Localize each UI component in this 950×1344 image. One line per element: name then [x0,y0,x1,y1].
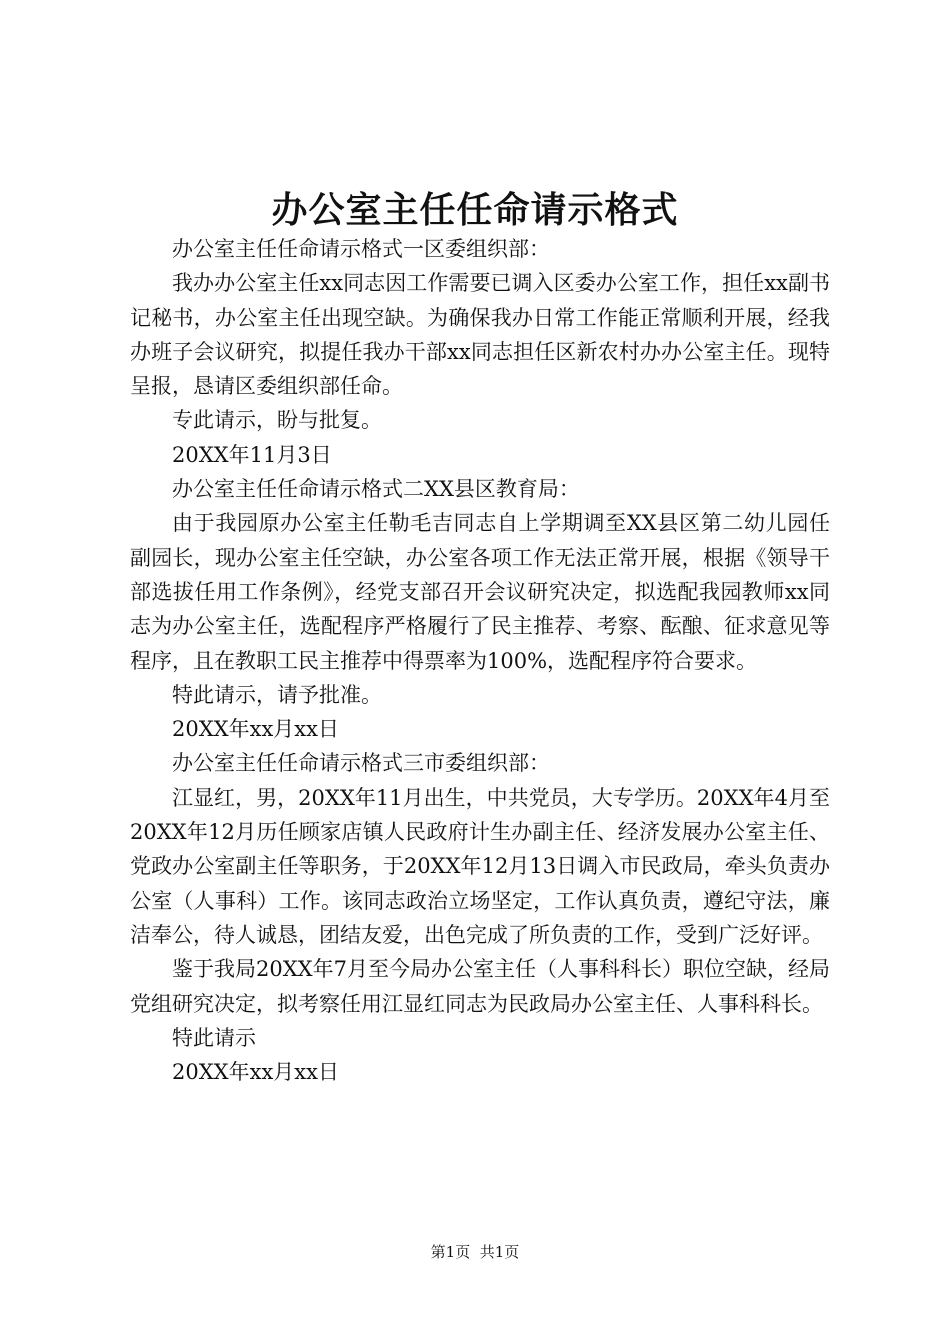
page-number: 第1页 [430,1243,471,1261]
page-total: 共1页 [479,1243,520,1261]
paragraph: 江显红，男，20XX年11月出生，中共党员，大专学历。20XX年4月至20XX年12月历任顾家店镇人民政府计生办副主任、经济发展办公室主任、党政办公室副主任等职务，于20XX年12月13日调入市民政局，牵头负责办公室（人事科）工作。该同志政治立场坚定，工作认真负责，遵纪守法，廉洁奉公，待人诚恳，团结友爱，出色完成了所负责的工作，受到广泛好评。 [130,785,830,947]
paragraph: 特此请示，请予批准。 [172,682,382,707]
paragraph: 由于我园原办公室主任勒毛吉同志自上学期调至XX县区第二幼儿园任副园长，现办公室主任空缺，办公室各项工作无法正常开展，根据《领导干部选拔任用工作条例》，经党支部召开会议研究决定，拟选配我园教师xx同志为办公室主任，选配程序严格履行了民主推荐、考察、酝酿、征求意见等程序，且在教职工民主推荐中得票率为100%，选配程序符合要求。 [130,511,830,673]
paragraph: 20XX年11月3日 [172,442,332,467]
paragraph: 办公室主任任命请示格式二XX县区教育局： [172,477,580,502]
document-title: 办公室主任任命请示格式 [271,189,679,231]
paragraph: 办公室主任任命请示格式三市委组织部： [172,751,550,776]
page-footer [0,1240,950,1264]
paragraph: 鉴于我局20XX年7月至今局办公室主任（人事科科长）职位空缺，经局党组研究决定，拟考察任用江显红同志为民政局办公室主任、人事科科长。 [130,957,830,1016]
document-body [130,232,830,1089]
paragraph: 特此请示 [172,1025,256,1050]
paragraph: 20XX年xx月xx日 [172,1060,339,1085]
paragraph: 专此请示，盼与批复。 [172,408,382,433]
paragraph: 办公室主任任命请示格式一区委组织部： [172,237,550,261]
paragraph: 20XX年xx月xx日 [172,717,339,742]
paragraph: 我办办公室主任xx同志因工作需要已调入区委办公室工作，担任xx副书记秘书，办公室主任出现空缺。为确保我办日常工作能正常顺利开展，经我办班子会议研究，拟提任我办干部xx同志担任区新农村办办公室主任。现特呈报，恳请区委组织部任命。 [130,271,830,399]
